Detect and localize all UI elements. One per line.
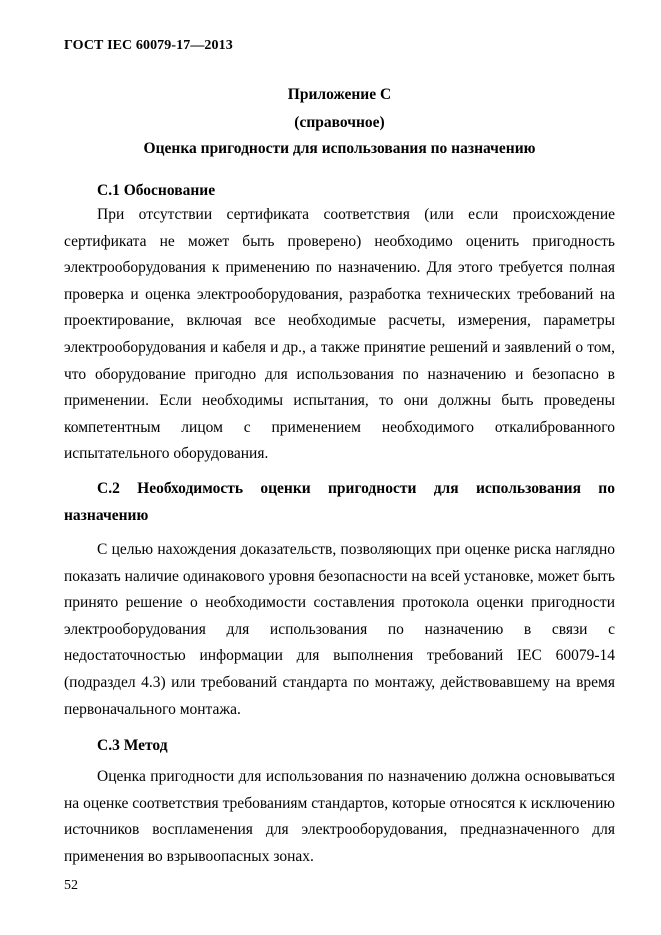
section-text-c2: С целью нахождения доказательств, позволяющих при оценке риска наглядно показать наличие одинакового уровня безопасности на всей установке, может быть принято решение о необходимости составления протокола оценки пригодности электрооборудования для использования по назначению в связи с недостаточностью информации для выполнения требований IEC 60079-14 (подраздел 4.3) или требований стандарта по монтажу, действовавшему на время первоначального монтажа.	[64, 541, 615, 718]
section-heading-c1: С.1 Обоснование	[97, 182, 216, 199]
page-number: 52	[64, 878, 78, 893]
section-text-c3: Оценка пригодности для использования по назначению должна основываться на оценке соответствия требованиям стандартов, которые относятся к исключению источников воспламенения для электрооборудования, предназначенного для применения во взрывоопасных зонах.	[64, 768, 615, 865]
annex-status: (справочное)	[294, 114, 385, 131]
annex-title: Приложение С	[287, 86, 392, 103]
section-heading-c2: С.2 Необходимость оценки пригодности для использования по назначению	[64, 480, 615, 524]
section-heading-c3: С.3 Метод	[97, 737, 168, 754]
annex-subject: Оценка пригодности для использования по назначению	[143, 140, 536, 157]
section-text-c1: При отсутствии сертификата соответствия (или если происхождение сертификата не может быть проверено) необходимо оценить пригодность электрооборудования к применению по назначению. Для этого требуется полная проверка и оценка электрооборудования, разработка технических требований на проектирование, включая все необходимые расчеты, измерения, параметры электрооборудования и кабеля и др., а также принятие решений и заявлений о том, что оборудование пригодно для использования по назначению и безопасно в применении. Если необходимы испытания, то они должны быть проведены компетентным лицом с применением необходимого откалиброванного испытательного оборудования.	[64, 206, 615, 463]
document-header: ГОСТ IEC 60079-17—2013	[64, 38, 233, 53]
